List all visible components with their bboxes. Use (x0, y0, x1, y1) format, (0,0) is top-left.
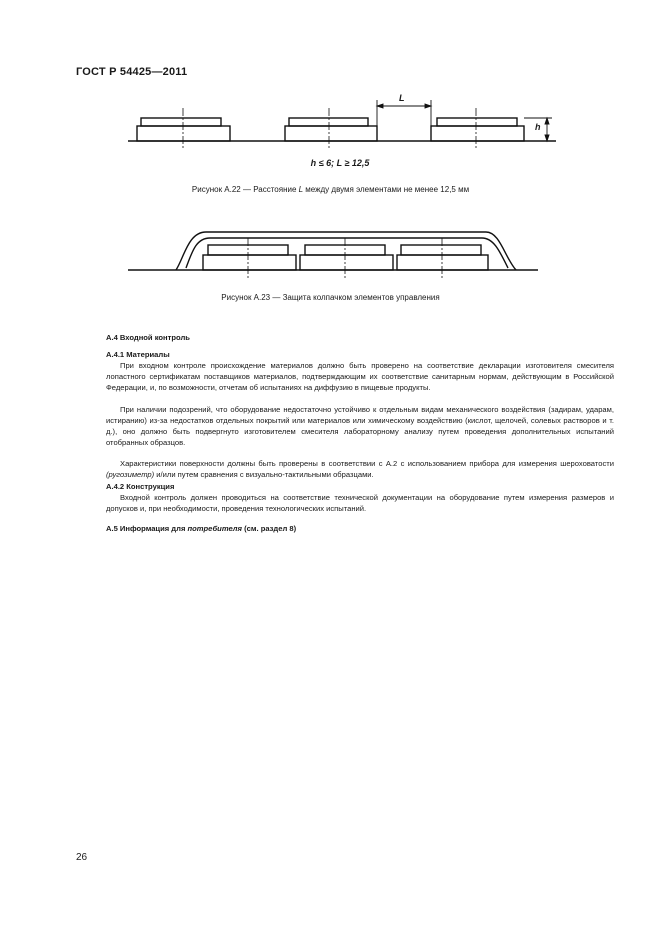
cap-inner (186, 238, 508, 268)
section-a41-heading: А.4.1 Материалы (106, 350, 170, 359)
paragraph-3-part-b: и/или путем сравнения с визуально-тактильными образцами. (154, 469, 374, 479)
page-number: 26 (76, 852, 88, 863)
section-a5-heading-italic: потребителя (187, 524, 242, 533)
dimension-l-label: L (399, 93, 405, 103)
paragraph-3-italic: (ругозиметр) (106, 469, 155, 479)
paragraph-3-part-a: Характеристики поверхности должны быть проверены в соответствии с А.2 с использованием прибора для измерения шероховатости (120, 459, 614, 468)
figure-a23-caption: Рисунок А.23 — Защита колпачком элементов управления (221, 293, 440, 302)
paragraph-1: При входном контроле происхождение материалов должно быть проверено на соответствие декларации изготовителя смесителя лопастного сертификатам поставщиков материалов, подтверждающим их соответствие санитарным нормам, действующим в Российской Федерации, и, по возможности, отчетам об испытаниях на диффузию в пищевые продукты. (106, 361, 614, 392)
caption-variable: L (298, 185, 304, 194)
section-a5-heading (106, 524, 296, 533)
section-a42-heading: А.4.2 Конструкция (106, 482, 175, 491)
section-a4-heading: А.4 Входной контроль (106, 333, 190, 342)
document-header: ГОСТ Р 54425—2011 (76, 66, 188, 78)
figure-a22-formula: h ≤ 6; L ≥ 12,5 (310, 158, 370, 168)
paragraph-2: При наличии подозрений, что оборудование недостаточно устойчиво к отдельным видам механического воздействия (задирам, ударам, истиранию) из-за недостатков отдельных покрытий или материалов или химическому воздействию (кислот, щелочей, солевых растворов и т. д.), оно должно быть подвергнуто изготовителем смесителя лабораторному анализу путем проведения дополнительных испытаний отобранных образцов. (106, 405, 614, 447)
dimension-h-label: h (535, 122, 541, 132)
caption-prefix: Рисунок А.22 — Расстояние (191, 185, 299, 194)
section-a5-heading-b: (см. раздел 8) (242, 524, 297, 533)
figure-a23-drawing (0, 0, 661, 290)
paragraph-4: Входной контроль должен проводиться на соответствие технической документации на оборудование путем измерения размеров и допусков и, при необходимости, проведения технологических испытаний. (106, 493, 614, 513)
paragraph-3 (106, 459, 614, 481)
section-a5-heading-a: А.5 Информация для (106, 524, 188, 533)
caption-suffix: между двумя элементами не менее 12,5 мм (303, 185, 470, 194)
